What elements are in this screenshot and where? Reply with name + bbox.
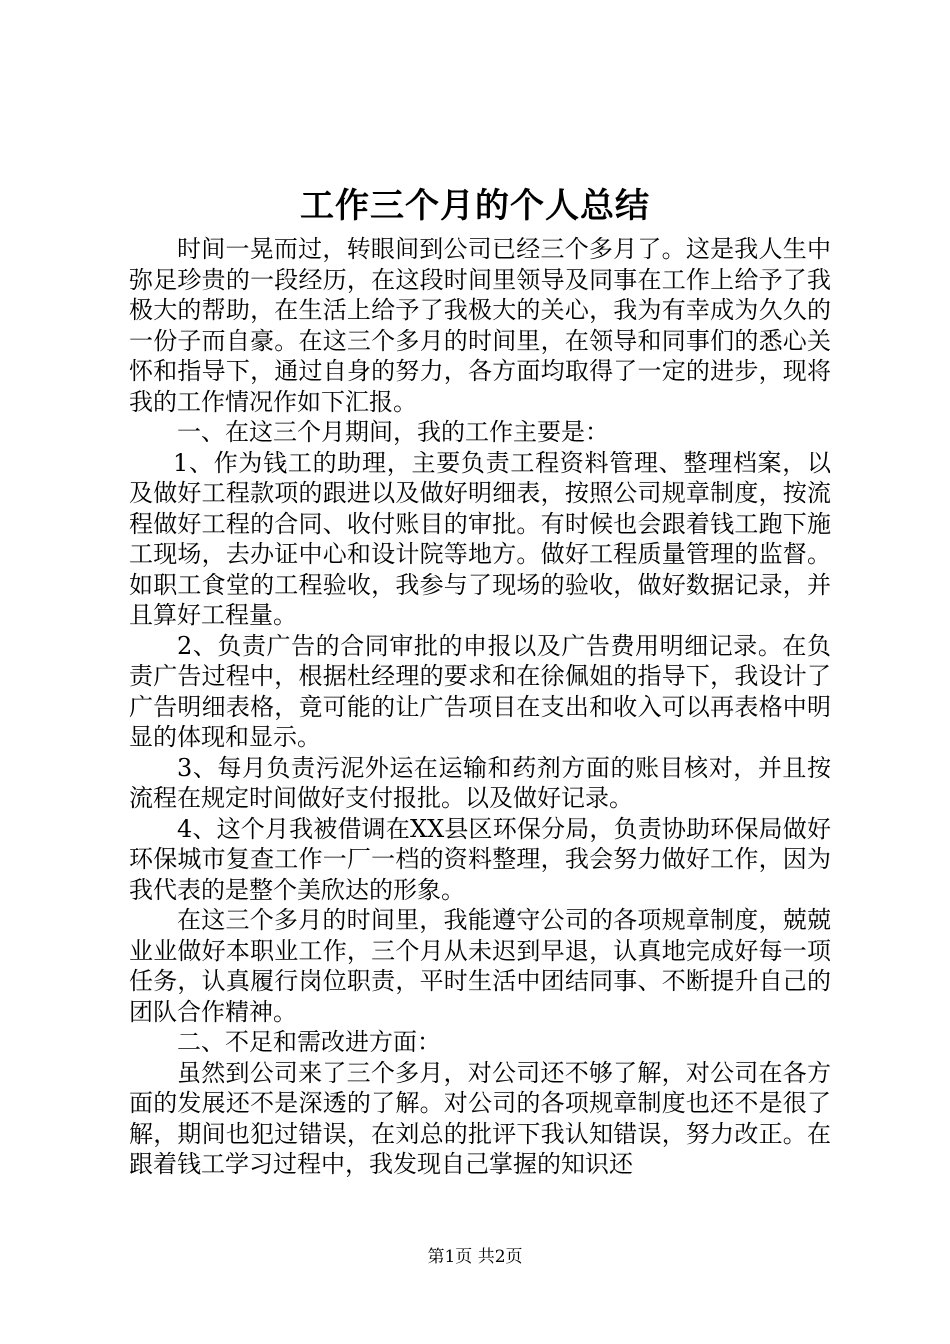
paragraph-conduct: 在这三个多月的时间里，我能遵守公司的各项规章制度，兢兢业业做好本职业工作，三个月从未迟到早退，认真地完成好每一项任务，认真履行岗位职责，平时生活中团结同事、不断提升自己的团队合作精神。	[129, 906, 831, 1026]
paragraph-shortcomings: 虽然到公司来了三个多月，对公司还不够了解，对公司在各方面的发展还不是深透的了解。对公司的各项规章制度也还不是很了解，期间也犯过错误，在刘总的批评下我认知错误，努力改正。在跟着钱工学习过程中，我发现自己掌握的知识还	[129, 1058, 831, 1178]
page-footer: 第1页 共2页	[427, 1247, 523, 1267]
document-title: 工作三个月的个人总结	[300, 186, 650, 226]
paragraph-item-3: 3、每月负责污泥外运在运输和药剂方面的账目核对，并且按流程在规定时间做好支付报批。以及做好记录。	[129, 753, 831, 812]
paragraph-intro: 时间一晃而过，转眼间到公司已经三个多月了。这是我人生中弥足珍贵的一段经历，在这段时间里领导及同事在工作上给予了我极大的帮助，在生活上给予了我极大的关心，我为有幸成为久久的一份子而自豪。在这三个多月的时间里，在领导和同事们的悉心关怀和指导下，通过自身的努力，各方面均取得了一定的进步，现将我的工作情况作如下汇报。	[129, 235, 831, 416]
paragraph-item-4: 4、这个月我被借调在XX县区环保分局，负责协助环保局做好环保城市复查工作一厂一档的资料整理，我会努力做好工作，因为我代表的是整个美欣达的形象。	[129, 814, 831, 904]
paragraph-item-1: 1、作为钱工的助理，主要负责工程资料管理、整理档案，以及做好工程款项的跟进以及做好明细表，按照公司规章制度，按流程做好工程的合同、收付账目的审批。有时候也会跟着钱工跑下施工现场，去办证中心和设计院等地方。做好工程质量管理的监督。如职工食堂的工程验收，我参与了现场的验收，做好数据记录，并且算好工程量。	[129, 448, 831, 629]
section-heading-work: 一、在这三个月期间，我的工作主要是：	[177, 418, 609, 446]
document-body	[129, 234, 831, 1180]
paragraph-item-2: 2、负责广告的合同审批的申报以及广告费用明细记录。在负责广告过程中，根据杜经理的要求和在徐佩姐的指导下，我设计了广告明细表格，竟可能的让广告项目在支出和收入可以再表格中明显的体现和显示。	[129, 631, 831, 751]
section-heading-shortcomings: 二、不足和需改进方面：	[177, 1028, 441, 1056]
